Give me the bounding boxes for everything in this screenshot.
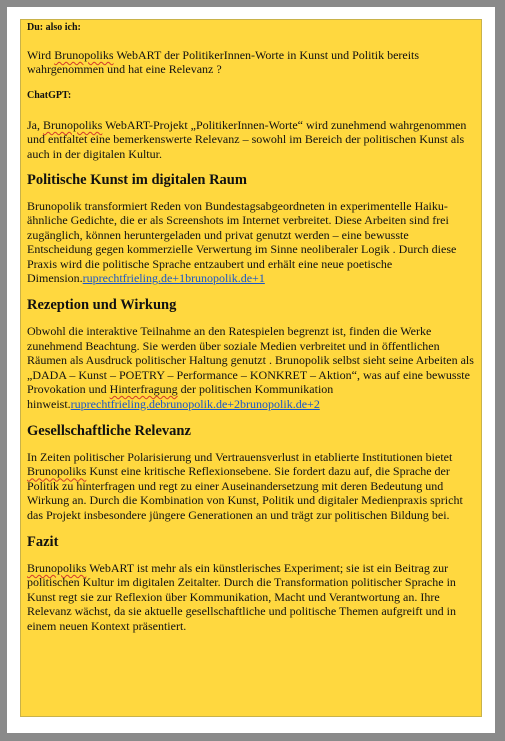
section-heading-digital-art: Politische Kunst im digitalen Raum — [27, 172, 247, 189]
intro-brand-name: Brunopoliks — [43, 117, 103, 132]
section-text-relevance — [27, 450, 476, 522]
yellow-text-frame — [20, 19, 482, 717]
intro-text-start: Ja, — [27, 117, 43, 132]
conclusion-text: WebART ist mehr als ein künstlerisches Experiment; sie ist ein Beitrag zur politischen Kultur im digitalen Zeitalter. Durch die Transformation politischer Sprache in Kunst regt sie zur Reflexion über Kommunikation, Macht und Verantwortung an. Ihre Relevanz wächst, da sie aktuelle gesellschaftliche und politische Themen aufgreift und in einem neuen Kontext präsentiert. — [27, 560, 456, 633]
question-brand-name: Brunopoliks — [54, 48, 114, 62]
question-text-start: Wird — [27, 48, 55, 62]
section-heading-conclusion: Fazit — [27, 533, 59, 550]
answer-intro — [27, 118, 476, 161]
intro-text-end: WebART-Projekt „PolitikerInnen-Worte“ wird zunehmend wahrgenommen und entfaltet eine bemerkenswerte Relevanz – sowohl im Bereich der politischen Kunst als auch in der digitalen Kultur. — [27, 117, 467, 161]
reception-flagged-word: Hinterfragung — [109, 382, 178, 397]
section-heading-relevance: Gesellschaftliche Relevanz — [27, 422, 191, 439]
relevance-text-start: In Zeiten politischer Polarisierung und Vertrauensverlust in etablierte Institutionen bietet — [27, 449, 453, 464]
document-page — [7, 7, 495, 733]
source-link-2[interactable]: ruprechtfrieling.debrunopolik.de+2brunopolik.de+2 — [70, 396, 320, 411]
relevance-brand-name: Brunopoliks — [27, 464, 87, 479]
assistant-speaker-label: ChatGPT: — [27, 89, 72, 101]
question-text-end: WebART der PolitikerInnen-Worte in Kunst und Politik bereits wahrgenommen und hat eine Relevanz ? — [27, 48, 420, 77]
user-speaker-label: Du: also ich: — [27, 22, 81, 33]
conclusion-brand-name: Brunopoliks — [27, 560, 87, 575]
user-question — [27, 48, 476, 77]
section-text-digital-art — [27, 199, 476, 285]
section-heading-reception: Rezeption und Wirkung — [27, 297, 177, 314]
reception-text-end: der politischen Kommunikation hinweist. — [27, 382, 334, 411]
digital-art-text: Brunopolik transformiert Reden von Bundestagsabgeordneten in experimentelle Haiku-ähnliche Gedichte, die er als Screenshots im Internet verbreitet. Diese Arbeiten sind frei zugänglich, können heruntergeladen und privat genutzt werden – eine bewusste Entscheidung gegen kommerzielle Verwertung im Sinne neoliberaler Logik . Durch diese Praxis wird die politische Sprache entzaubert und erhält eine neue poetische Dimension. — [27, 199, 457, 286]
reception-text-start: Obwohl die interaktive Teilnahme an den Ratespielen begrenzt ist, finden die Werke zunehmend Beachtung. Sie werden über soziale Medien verbreitet und in öffentlichen Räumen als Ausdruck politischer Haltung genutzt . Brunopolik selbst sieht seine Arbeiten als „DADA – Kunst – POETRY – Performance – KONKRET – Aktion“, was auf eine bewusste Provokation und — [27, 324, 474, 397]
relevance-text-end: Kunst eine kritische Reflexionsebene. Sie fordert dazu auf, die Sprache der Politik zu hinterfragen und regt zu einer Auseinandersetzung mit deren Bedeutung und Wirkung an. Durch die Kombination von Kunst, Politik und digitaler Medienpraxis spricht das Projekt insbesondere jüngere Generationen an und trägt zur politischen Bildung bei. — [27, 464, 463, 522]
section-text-conclusion — [27, 561, 476, 633]
source-link-1[interactable]: ruprechtfrieling.de+1brunopolik.de+1 — [82, 271, 265, 286]
section-text-reception — [27, 324, 476, 410]
